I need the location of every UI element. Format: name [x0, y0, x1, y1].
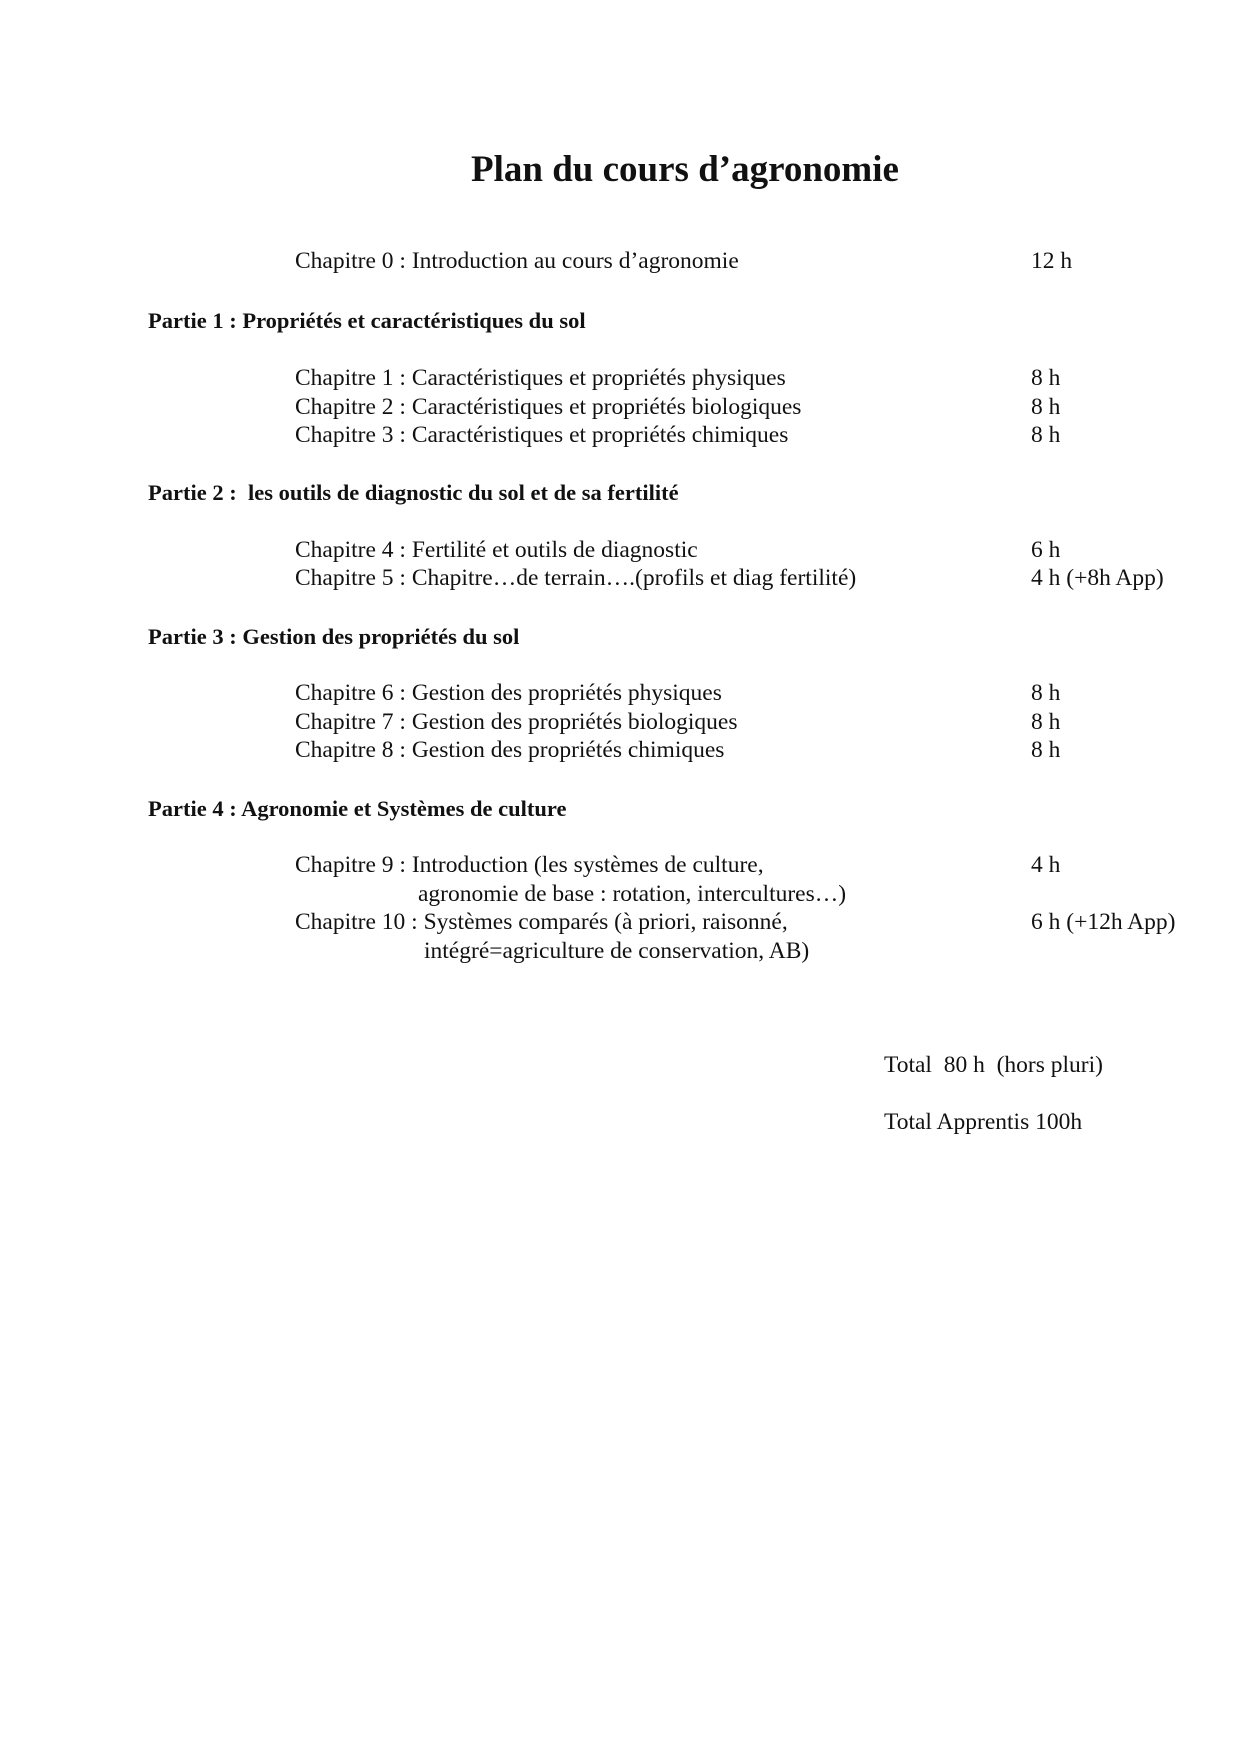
chapter-2-label: Chapitre 2 : Caractéristiques et propriétés biologiques: [295, 394, 802, 420]
chapter-1-hours: 8 h: [1031, 365, 1061, 391]
chapter-9-hours: 4 h: [1031, 852, 1061, 878]
part-4-heading: Partie 4 : Agronomie et Systèmes de culture: [148, 796, 567, 821]
chapter-8-hours: 8 h: [1031, 737, 1061, 763]
chapter-5-hours: 4 h (+8h App): [1031, 565, 1164, 591]
chapter-10-label: Chapitre 10 : Systèmes comparés (à priori, raisonné,: [295, 909, 788, 935]
chapter-1-label: Chapitre 1 : Caractéristiques et propriétés physiques: [295, 365, 786, 391]
total-apprentis: Total Apprentis 100h: [884, 1109, 1083, 1135]
total-hours: Total 80 h (hors pluri): [884, 1052, 1103, 1078]
chapter-2-hours: 8 h: [1031, 394, 1061, 420]
chapter-9-label: Chapitre 9 : Introduction (les systèmes de culture,: [295, 852, 764, 878]
chapter-8-label: Chapitre 8 : Gestion des propriétés chimiques: [295, 737, 725, 763]
chapter-3-hours: 8 h: [1031, 422, 1061, 448]
chapter-0-hours: 12 h: [1031, 248, 1073, 274]
chapter-4-label: Chapitre 4 : Fertilité et outils de diagnostic: [295, 537, 698, 563]
chapter-5-label: Chapitre 5 : Chapitre…de terrain….(profils et diag fertilité): [295, 565, 857, 591]
part-1-heading: Partie 1 : Propriétés et caractéristiques du sol: [148, 308, 586, 333]
chapter-9-continuation: agronomie de base : rotation, intercultures…): [418, 881, 847, 907]
part-2-heading: Partie 2 : les outils de diagnostic du sol et de sa fertilité: [148, 480, 679, 505]
chapter-4-hours: 6 h: [1031, 537, 1061, 563]
part-3-heading: Partie 3 : Gestion des propriétés du sol: [148, 624, 520, 649]
chapter-10-hours: 6 h (+12h App): [1031, 909, 1176, 935]
chapter-0-label: Chapitre 0 : Introduction au cours d’agronomie: [295, 248, 739, 274]
chapter-7-hours: 8 h: [1031, 709, 1061, 735]
chapter-6-hours: 8 h: [1031, 680, 1061, 706]
chapter-10-continuation: intégré=agriculture de conservation, AB): [424, 938, 810, 964]
chapter-7-label: Chapitre 7 : Gestion des propriétés biologiques: [295, 709, 738, 735]
page-title: Plan du cours d’agronomie: [471, 149, 899, 190]
chapter-3-label: Chapitre 3 : Caractéristiques et propriétés chimiques: [295, 422, 789, 448]
chapter-6-label: Chapitre 6 : Gestion des propriétés physiques: [295, 680, 722, 706]
